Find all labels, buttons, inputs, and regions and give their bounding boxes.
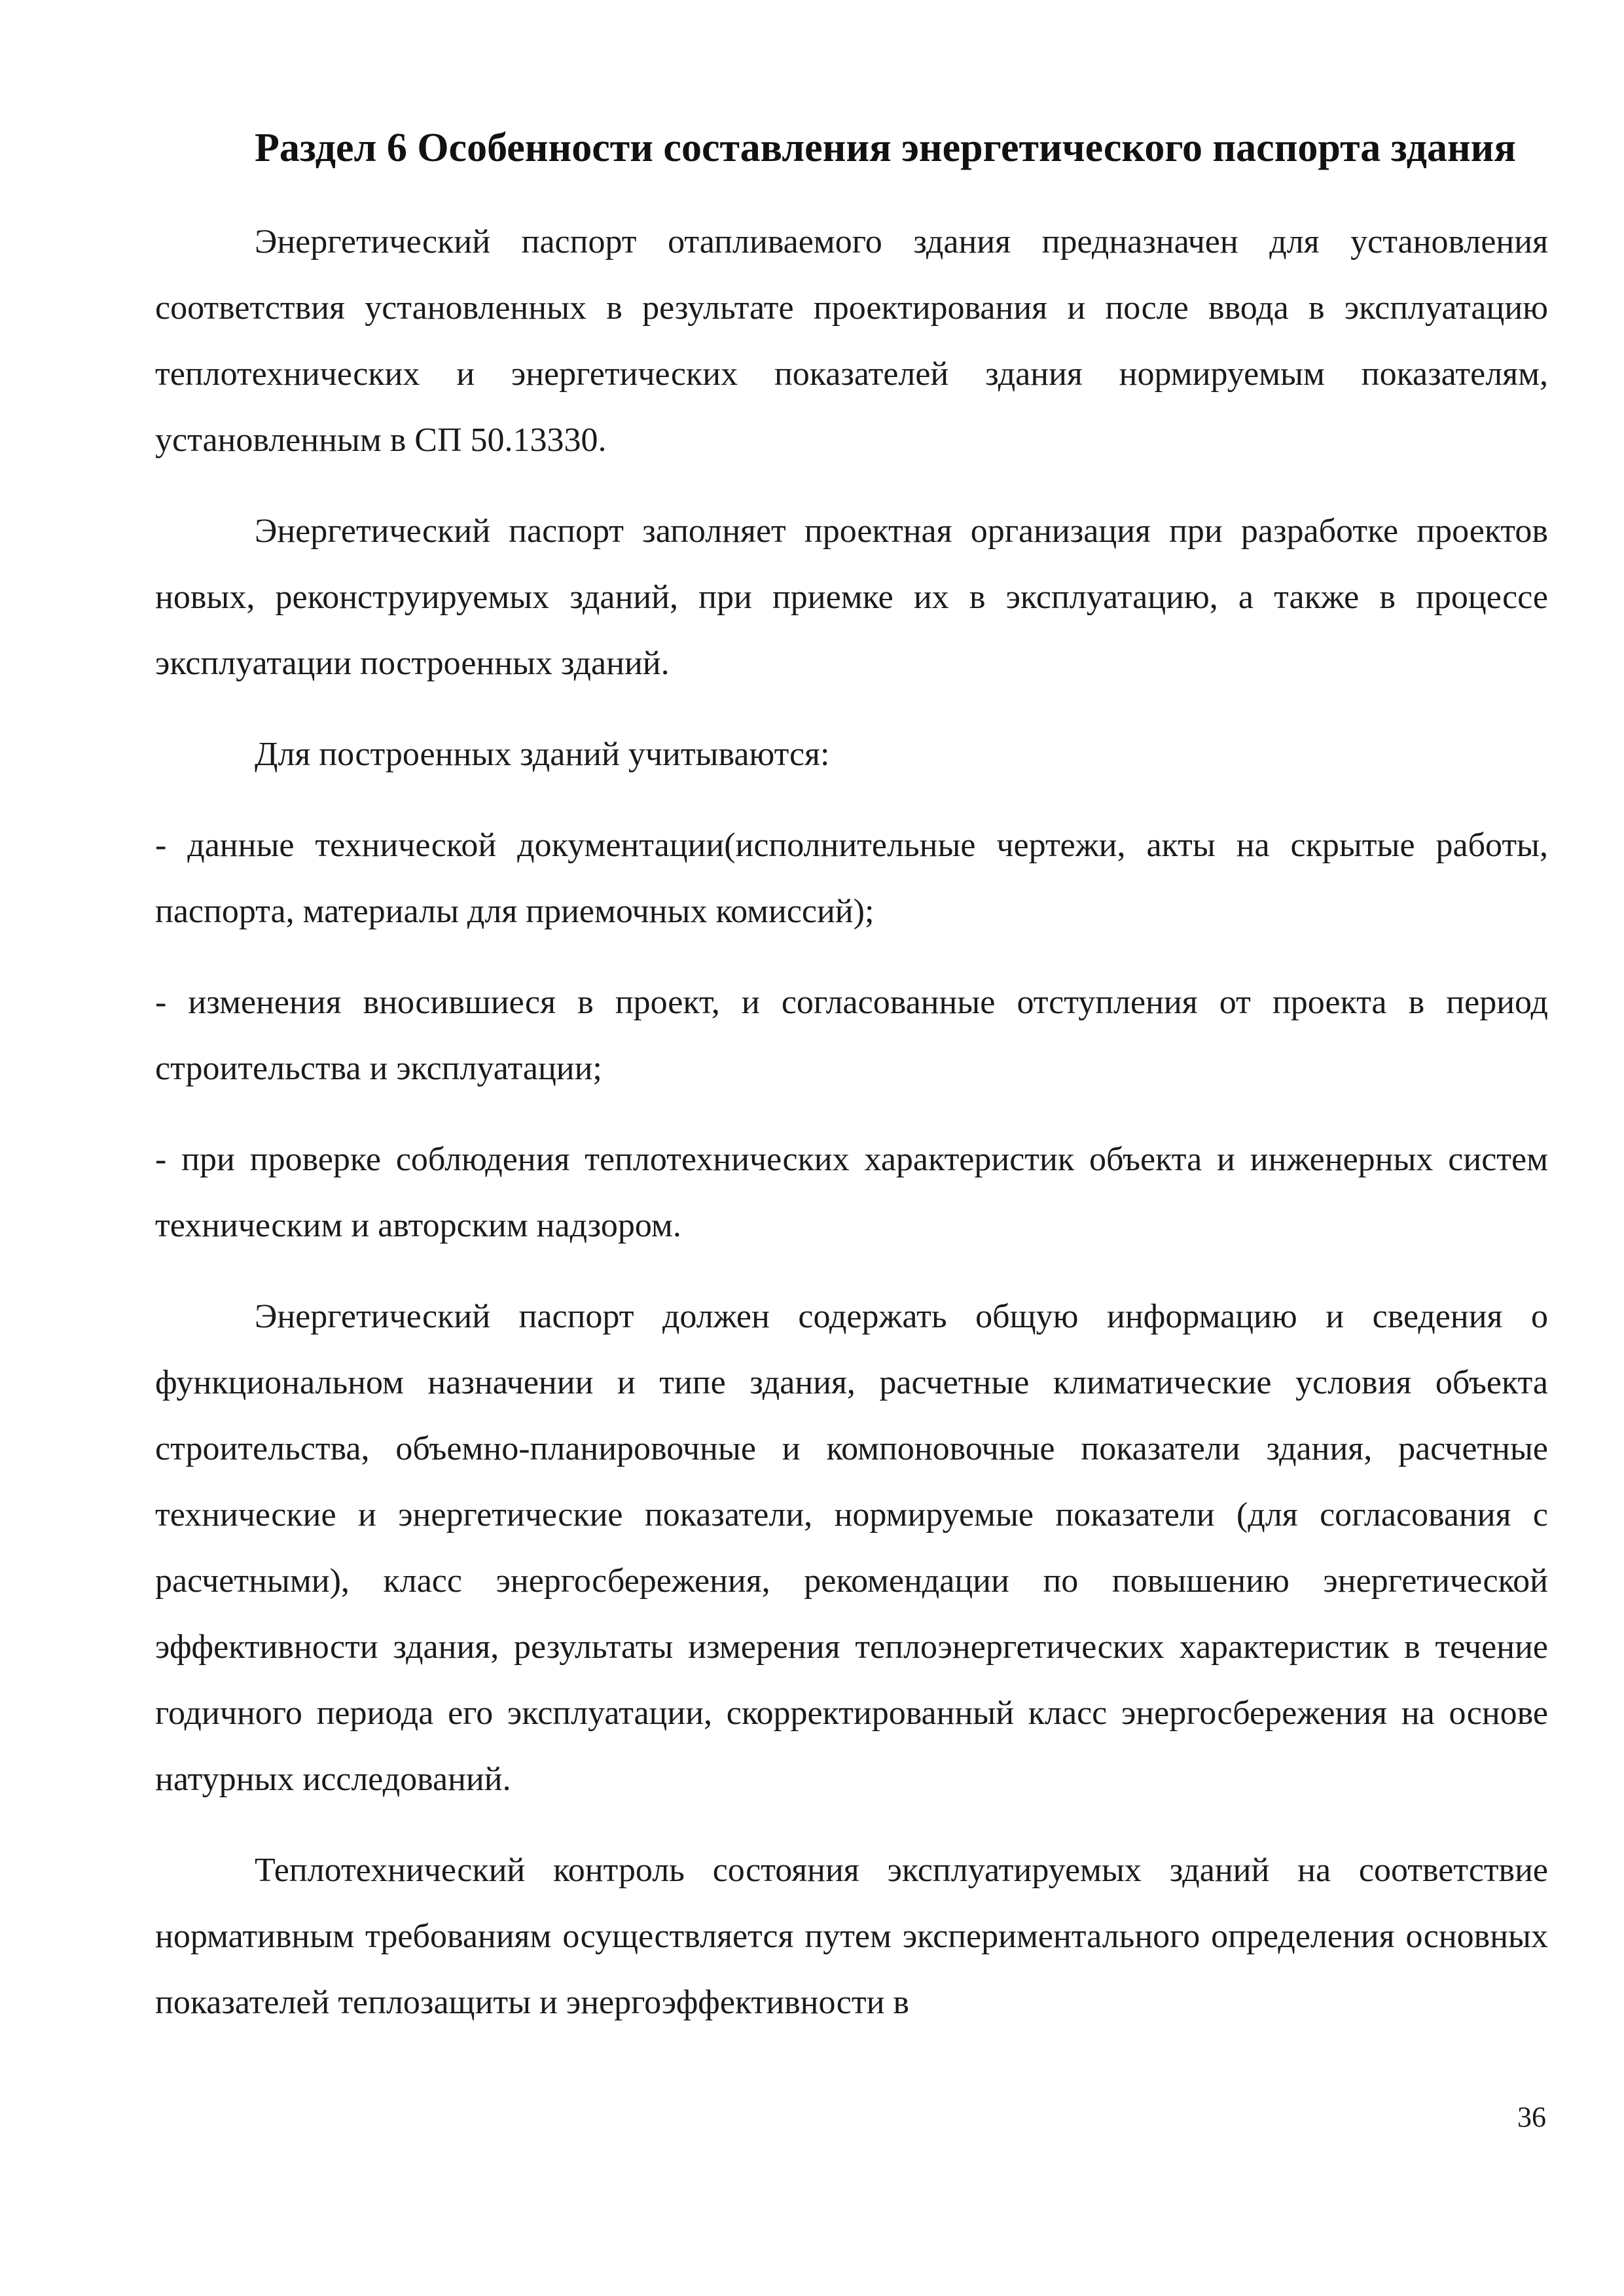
list-item-supervision: - при проверке соблюдения теплотехнических характеристик объекта и инженерных систем техническим и авторским надзором.	[155, 1141, 1548, 1244]
list-item-changes: - изменения вносившиеся в проект, и согласованные отступления от проекта в период строительства и эксплуатации;	[155, 984, 1548, 1087]
paragraph-thermal-control: Теплотехнический контроль состояния эксплуатируемых зданий на соответствие нормативным требованиям осуществляется путем экспериментального определения основных показателей теплозащиты и энергоэффективности в	[155, 1852, 1548, 2021]
page-number: 36	[1517, 2101, 1546, 2133]
section-heading: Раздел 6 Особенности составления энергетического паспорта здания	[255, 126, 1516, 170]
paragraph-considerations-intro: Для построенных зданий учитываются:	[255, 736, 830, 773]
paragraph-responsibility: Энергетический паспорт заполняет проектная организация при разработке проектов новых, реконструируемых зданий, при приемке их в эксплуатацию, а также в процессе эксплуатации построенных зданий.	[155, 512, 1548, 682]
paragraph-purpose: Энергетический паспорт отапливаемого здания предназначен для установления соответствия установленных в результате проектирования и после ввода в эксплуатацию теплотехнических и энергетических показателей здания нормируемым показателям, установленным в СП 50.13330.	[155, 223, 1548, 459]
page-content	[155, 115, 1548, 2060]
paragraph-passport-contents: Энергетический паспорт должен содержать общую информацию и сведения о функциональном назначении и типе здания, расчетные климатические условия объекта строительства, объемно-планировочные и компоновочные показатели здания, расчетные технические и энергетические показатели, нормируемые показатели (для согласования с расчетными), класс энергосбережения, рекомендации по повышению энергетической эффективности здания, результаты измерения теплоэнергетических характеристик в течение годичного периода его эксплуатации, скорректированный класс энергосбережения на основе натурных исследований.	[155, 1298, 1548, 1798]
list-item-documentation: - данные технической документации(исполнительные чертежи, акты на скрытые работы, паспорта, материалы для приемочных комиссий);	[155, 827, 1548, 930]
